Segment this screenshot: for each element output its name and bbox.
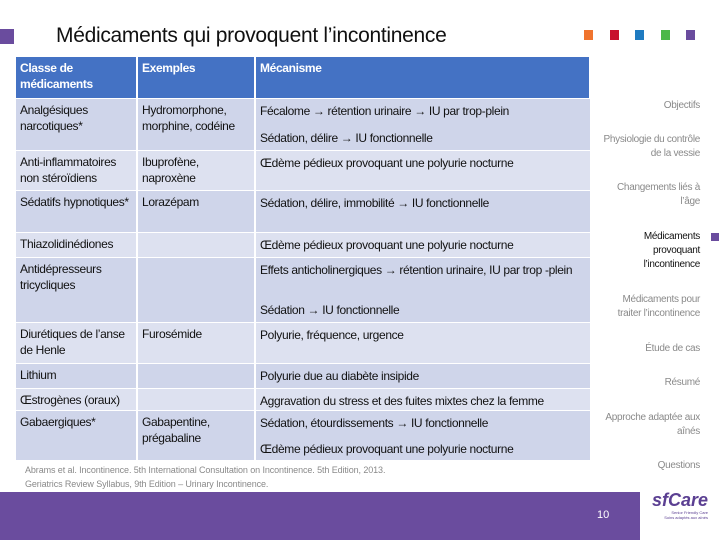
classe-cell: Œstrogènes (oraux) — [16, 389, 136, 410]
page-number: 10 — [597, 509, 610, 521]
red-square — [610, 30, 619, 40]
nav-item[interactable]: Résumé — [664, 377, 700, 388]
current-section-marker — [711, 233, 719, 241]
classe-header: Classe de médicaments — [16, 57, 136, 98]
exemples-header: Exemples — [138, 57, 254, 98]
classe-cell: Lithium — [16, 364, 136, 388]
mecanisme-line: Œdème pédieux provoquant une polyurie nocturne — [260, 442, 514, 456]
mecanisme-cell — [256, 258, 590, 322]
purple-square — [686, 30, 695, 40]
mecanisme-line: Sédation → IU fonctionnelle — [260, 303, 400, 317]
exemples-cell: Ibuprofène, naproxène — [138, 151, 254, 190]
mecanisme-line: Sédation, délire, immobilité → IU fonctionnelle — [260, 196, 490, 210]
exemples-cell — [138, 364, 254, 388]
mecanisme-cell — [256, 323, 590, 363]
mecanisme-line: Polyurie due au diabète insipide — [260, 369, 419, 383]
logo-tagline-2: Soins adaptés aux aînés — [664, 515, 708, 520]
classe-cell: Gabaergiques* — [16, 411, 136, 460]
nav-item[interactable]: Étude de cas — [645, 343, 700, 354]
page-title: Médicaments qui provoquent l’incontinence — [56, 24, 447, 47]
title-marker — [0, 29, 14, 44]
mecanisme-line: Polyurie, fréquence, urgence — [260, 328, 404, 342]
mecanisme-cell — [256, 364, 590, 388]
mecanisme-cell — [256, 99, 590, 150]
nav-item[interactable]: Médicaments provoquant l’incontinence — [643, 231, 700, 270]
mecanisme-cell — [256, 191, 590, 232]
exemples-cell: Furosémide — [138, 323, 254, 363]
logo — [644, 490, 708, 520]
reference-1: Abrams et al. Incontinence. 5th International Consultation on Incontinence. 5th Edition, 2013. — [25, 465, 386, 475]
mecanisme-line: Effets anticholinergiques → rétention urinaire, IU par trop -plein — [260, 263, 573, 277]
exemples-cell — [138, 258, 254, 322]
exemples-cell: Lorazépam — [138, 191, 254, 232]
nav-item[interactable]: Médicaments pour traiter l’incontinence — [617, 294, 700, 319]
nav-item[interactable]: Objectifs — [663, 100, 700, 111]
exemples-cell: Hydromorphone, morphine, codéine — [138, 99, 254, 150]
mecanisme-header: Mécanisme — [256, 57, 589, 98]
classe-cell: Analgésiques narcotiques* — [16, 99, 136, 150]
exemples-cell — [138, 233, 254, 257]
classe-cell: Sédatifs hypnotiques* — [16, 191, 136, 232]
mecanisme-line: Œdème pédieux provoquant une polyurie nocturne — [260, 156, 514, 170]
classe-cell: Anti-inflammatoires non stéroïdiens — [16, 151, 136, 190]
nav-item[interactable]: Questions — [657, 460, 700, 471]
reference-2: Geriatrics Review Syllabus, 9th Edition – Urinary Incontinence. — [25, 479, 269, 489]
mecanisme-cell — [256, 151, 590, 190]
classe-cell: Antidépresseurs tricycliques — [16, 258, 136, 322]
footer-bar — [0, 492, 640, 540]
logo-text: sfCare — [651, 490, 708, 510]
blue-square — [635, 30, 644, 40]
mecanisme-cell — [256, 389, 590, 410]
classe-cell: Diurétiques de l’anse de Henle — [16, 323, 136, 363]
mecanisme-line: Sédation, délire → IU fonctionnelle — [260, 131, 433, 145]
exemples-cell — [138, 389, 254, 410]
mecanisme-line: Œdème pédieux provoquant une polyurie nocturne — [260, 238, 514, 252]
orange-square — [584, 30, 593, 40]
green-square — [661, 30, 670, 40]
mecanisme-line: Aggravation du stress et des fuites mixtes chez la femme — [260, 394, 544, 408]
nav-item[interactable]: Changements liés à l’âge — [617, 182, 700, 207]
mecanisme-cell — [256, 233, 590, 257]
nav-item[interactable]: Physiologie du contrôle de la vessie — [603, 134, 700, 159]
mecanisme-line: Sédation, étourdissements → IU fonctionnelle — [260, 416, 489, 430]
exemples-cell: Gabapentine, prégabaline — [138, 411, 254, 460]
classe-cell: Thiazolidinédiones — [16, 233, 136, 257]
mecanisme-cell — [256, 411, 590, 460]
nav-item[interactable]: Approche adaptée aux aînés — [605, 412, 700, 437]
mecanisme-line: Fécalome → rétention urinaire → IU par trop-plein — [260, 104, 509, 118]
logo-tagline-1: Senior Friendly Care — [671, 510, 708, 515]
